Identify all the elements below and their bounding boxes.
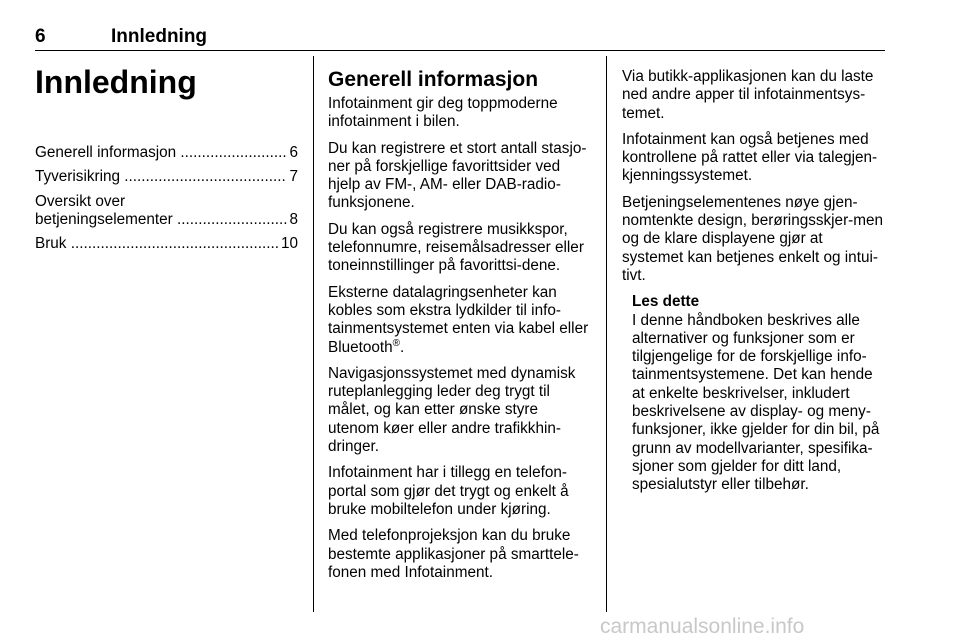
toc-page: 7 <box>289 168 298 186</box>
paragraph: Via butikk-applikasjonen kan du laste ned andre apper til infotainmentsys-temet. <box>622 68 874 122</box>
paragraph: Infotainment kan også betjenes med kontrollene på rattet eller via talegjen-kjenningssystemet. <box>622 130 878 185</box>
watermark-text: carmanualsonline.info <box>600 615 805 638</box>
paragraph: Med telefonprojeksjon kan du bruke bestemte applikasjoner på smarttele-fonen med Infotainment. <box>328 527 579 581</box>
toc-entry-generell-informasjon[interactable] <box>35 144 298 162</box>
paragraph: Infotainment har i tillegg en telefon-portal som gjør det trygt og enkelt å bruke mobiltelefon under kjøring. <box>328 464 569 518</box>
paragraph: Infotainment gir deg toppmoderne infotainment i bilen. <box>328 95 558 131</box>
right-column <box>622 68 888 495</box>
note-text: I denne håndboken beskrives alle alternativer og funksjoner som er tilgjengelige for de forskjellige info-tainmentsystemene. Det kan hende at enkelte beskrivelser, inkludert beskrivelsene av display- og meny-funksjoner, ikke gjelder for din bil, på grunn av modellvarianter, spesifika-sjoner som gjelder for ditt land, spesialutstyr eller tilbehør. <box>632 311 880 494</box>
table-of-contents <box>35 144 298 259</box>
paragraph: Betjeningselementenes nøye gjen-nomtenkte design, berøringsskjer-men og de klare displayene gjør at systemet kan betjenes enkelt og intui-tivt. <box>622 193 884 284</box>
header-rule <box>35 50 885 51</box>
column-divider-2 <box>606 56 607 612</box>
paragraph: Du kan også registrere musikkspor, telefonnumre, reisemålsadresser eller toneinnstillinger på favorittsi-dene. <box>328 220 584 275</box>
period: . <box>400 338 405 356</box>
column-divider-1 <box>313 56 314 612</box>
page-header <box>35 26 885 50</box>
middle-column <box>328 68 590 590</box>
toc-label-line2-row <box>35 211 298 229</box>
toc-label: Generell informasjon ..... <box>35 144 287 162</box>
toc-label-line2: betjeningselementer ..... <box>35 211 287 229</box>
paragraph: Du kan registrere et stort antall stasjo-ner på forskjellige favorittsider ved hjelp av FM-, AM- eller DAB-radio-funksjonene. <box>328 139 587 212</box>
chapter-title: Innledning <box>35 64 197 100</box>
toc-entry-oversikt[interactable] <box>35 193 298 230</box>
registered-mark: ® <box>392 337 401 349</box>
toc-label-line1: Oversikt over <box>35 192 126 210</box>
paragraph: Navigasjonssystemet med dynamisk ruteplanlegging leder deg trygt til målet, og kan etter ønske styre utenom køer eller andre trafikkhin-dringer. <box>328 364 576 456</box>
toc-label: Tyverisikring ..... <box>35 168 287 186</box>
toc-page: 10 <box>280 235 298 253</box>
paragraph-text: Eksterne datalagringsenheter kan kobles som ekstra lydkilder til info-tainmentsystemet enten via kabel eller Bluetooth <box>328 283 589 356</box>
note-box <box>622 293 888 494</box>
toc-label: Bruk ..... <box>35 235 279 253</box>
paragraph-bluetooth <box>328 284 590 357</box>
toc-page: 6 <box>289 144 298 161</box>
note-title: Les dette <box>632 293 700 311</box>
toc-entry-tyverisikring[interactable] <box>35 168 298 186</box>
running-chapter-title: Innledning <box>111 26 208 47</box>
page-number: 6 <box>35 26 46 47</box>
toc-entry-bruk[interactable] <box>35 235 298 253</box>
toc-page: 8 <box>289 210 298 228</box>
section-title: Generell informasjon <box>328 68 539 91</box>
